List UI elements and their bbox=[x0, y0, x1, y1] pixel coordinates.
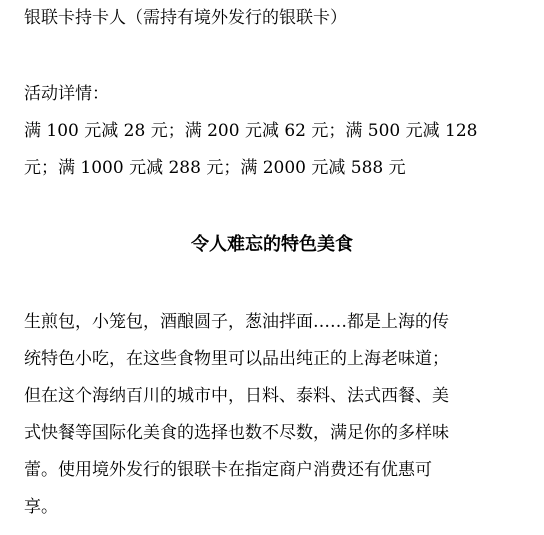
section-heading: 令人难忘的特色美食 bbox=[191, 234, 353, 255]
paragraph-line: 式快餐等国际化美食的选择也数不尽数，满足你的多样味 bbox=[24, 423, 449, 443]
eligibility-text: 银联卡持卡人（需持有境外发行的银联卡） bbox=[24, 8, 347, 28]
paragraph-line: 但在这个海纳百川的城市中，日料、泰料、法式西餐、美 bbox=[24, 386, 449, 406]
paragraph-line: 统特色小吃，在这些食物里可以品出纯正的上海老味道； bbox=[24, 349, 449, 369]
offer-line: 元；满 1000 元减 288 元；满 2000 元减 588 元 bbox=[24, 158, 406, 178]
activity-details-label: 活动详情： bbox=[24, 84, 109, 104]
offer-line: 满 100 元减 28 元；满 200 元减 62 元；满 500 元减 128 bbox=[24, 121, 478, 141]
paragraph-line: 享。 bbox=[24, 497, 58, 517]
paragraph-line: 生煎包，小笼包，酒酿圆子，葱油拌面……都是上海的传 bbox=[24, 312, 449, 332]
paragraph-line: 蕾。使用境外发行的银联卡在指定商户消费还有优惠可 bbox=[24, 460, 432, 480]
